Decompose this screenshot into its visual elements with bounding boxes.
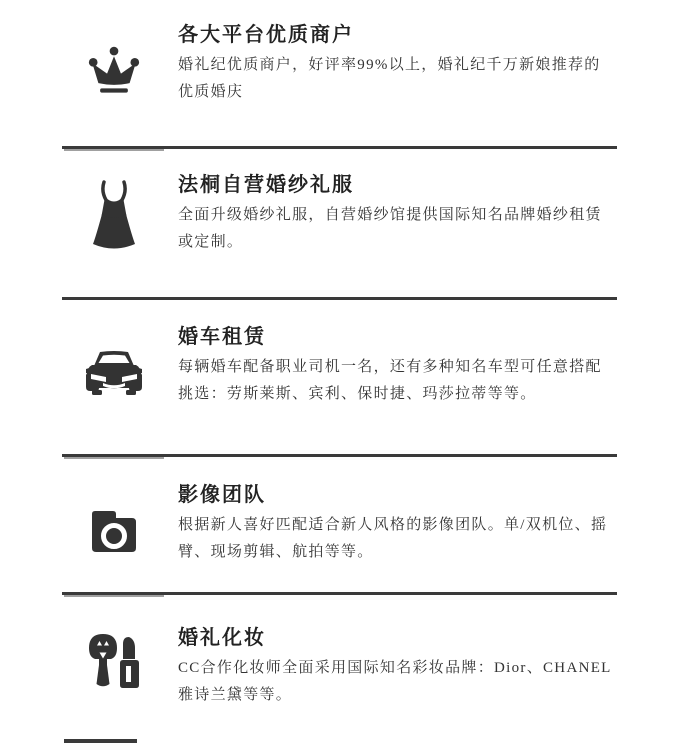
desc-line-1: 婚礼纪优质商户，好评率99%以上，婚礼纪千万新娘推荐的 [178,57,601,73]
text-column [178,595,618,745]
section-wedding-dress [0,149,680,297]
text-column [178,457,618,592]
service-title: 婚礼化妆 [178,627,266,649]
section-wedding-makeup [0,595,680,745]
section-photo-team [0,457,680,592]
desc-line-2: 雅诗兰黛等等。 [178,687,293,703]
section-divider [62,454,617,457]
divider-shadow [64,457,164,459]
service-title: 法桐自营婚纱礼服 [178,174,354,196]
icon-column [0,149,154,297]
text-column [178,149,618,297]
service-description [178,354,618,408]
service-title: 各大平台优质商户 [178,24,354,46]
camera-icon [89,508,139,560]
desc-line-2: 臂、现场剪辑、航拍等等。 [178,544,374,560]
bottom-partial-divider [64,739,137,743]
divider-shadow [64,595,164,597]
icon-column [0,0,154,146]
dress-icon [92,180,136,252]
text-column [178,300,618,454]
desc-line-2: 或定制。 [178,234,244,250]
service-description [178,52,618,106]
car-icon [86,351,142,396]
makeup-icon [87,632,141,690]
service-description [178,655,618,709]
icon-column [0,300,154,454]
desc-line-1: CC合作化妆师全面采用国际知名彩妆品牌：Dior、CHANEL [178,660,612,676]
icon-column [0,457,154,592]
section-divider [62,592,617,595]
desc-line-2: 挑选：劳斯莱斯、宾利、保时捷、玛莎拉蒂等等。 [178,386,537,402]
text-column [178,0,618,146]
service-description [178,202,618,256]
crown-icon [88,45,140,97]
divider-shadow [64,149,164,151]
service-description [178,512,618,566]
service-title: 影像团队 [178,484,266,506]
desc-line-1: 全面升级婚纱礼服，自营婚纱馆提供国际知名品牌婚纱租赁 [178,207,602,223]
desc-line-1: 根据新人喜好匹配适合新人风格的影像团队。单/双机位、摇 [178,517,608,533]
desc-line-2: 优质婚庆 [178,84,244,100]
service-title: 婚车租赁 [178,326,266,348]
section-wedding-car [0,300,680,454]
section-platform-merchants [0,0,680,146]
icon-column [0,595,154,745]
desc-line-1: 每辆婚车配备职业司机一名，还有多种知名车型可任意搭配 [178,359,602,375]
section-divider [62,146,617,149]
section-divider [62,297,617,300]
